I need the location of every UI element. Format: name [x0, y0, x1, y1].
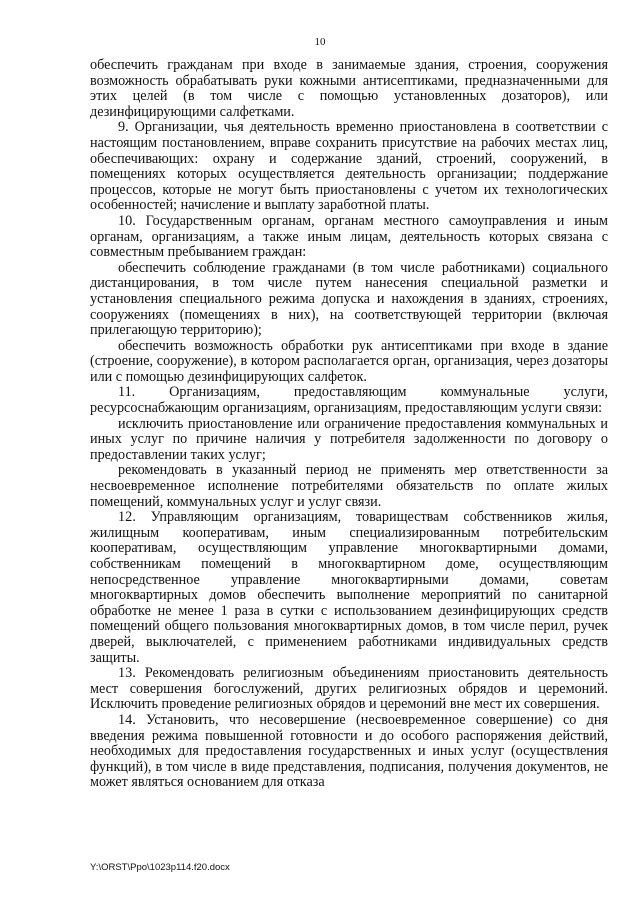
paragraph: рекомендовать в указанный период не применять мер ответственности за несвоевременное исполнение потребителями обязательств по оплате жилых помещений, коммунальных услуг и услуг связи. — [90, 462, 608, 510]
paragraph-9: 9. Организации, чья деятельность временно приостановлена в соответствии с настоящим постановлением, вправе сохранить присутствие на рабочих местах лиц, обеспечивающих: охрану и содержание зданий, строений, сооружений, в помещениях которых осуществляется деятельность организации; поддержание процессов, которые не могут быть приостановлены с учетом их технологических особенностей; начисление и выплату заработной платы. — [90, 119, 608, 214]
paragraph-11: 11. Организациям, предоставляющим коммунальные услуги, ресурсоснабжающим организациям, организациям, предоставляющим услуги связи: — [90, 384, 608, 417]
page-number: 10 — [314, 36, 326, 48]
paragraph-12: 12. Управляющим организациям, товариществам собственников жилья, жилищным кооперативам, иным специализированным потребительским кооперативам, осуществляющим управление многоквартирными домами, собственникам помещений в многоквартирном доме, осуществляющим непосредственное управление многоквартирными домами, советам многоквартирных домов обеспечить выполнение мероприятий по санитарной обработке не менее 1 раза в сутки с использованием дезинфицирующих средств помещений общего пользования многоквартирных домов, в том числе перил, ручек дверей, выключателей, с применением работниками индивидуальных средств защиты. — [90, 509, 608, 666]
paragraph: обеспечить гражданам при входе в занимаемые здания, строения, сооружения возможность обрабатывать руки кожными антисептиками, предназначенными для этих целей (в том числе с помощью установленных дозаторов), или дезинфицирующими салфетками. — [90, 57, 608, 120]
paragraph-14: 14. Установить, что несовершение (несвоевременное совершение) со дня введения режима повышенной готовности и до особого распоряжения действий, необходимых для предоставления государственных и иных услуг (осуществления функций), в том числе в виде представления, подписания, получения документов, не может являться основанием для отказа — [90, 711, 608, 791]
paragraph-13: 13. Рекомендовать религиозным объединениям приостановить деятельность мест совершения богослужений, других религиозных обрядов и церемоний. Исключить проведение религиозных обрядов и церемоний вне мест их совершения. — [90, 665, 608, 713]
document-body — [90, 58, 608, 791]
paragraph: обеспечить соблюдение гражданами (в том числе работниками) социального дистанцирования, в том числе путем нанесения специальной разметки и установления специального режима допуска и нахождения в зданиях, строениях, сооружениях (помещениях в них), на соответствующей территории (включая прилегающую территорию); — [90, 259, 608, 339]
paragraph: исключить приостановление или ограничение предоставления коммунальных и иных услуг по причине наличия у потребителя задолженности по договору о предоставлении таких услуг; — [90, 415, 608, 463]
paragraph-10: 10. Государственным органам, органам местного самоуправления и иным органам, организациям, а также иным лицам, деятельность которых связана с совместным пребыванием граждан: — [90, 212, 608, 261]
file-path-footer: Y:\ORST\Ppo\1023p114.f20.docx — [90, 862, 230, 873]
paragraph: обеспечить возможность обработки рук антисептиками при входе в здание (строение, сооружение), в котором располагается орган, организация, через дозаторы или с помощью дезинфицирующих салфеток. — [90, 337, 608, 385]
